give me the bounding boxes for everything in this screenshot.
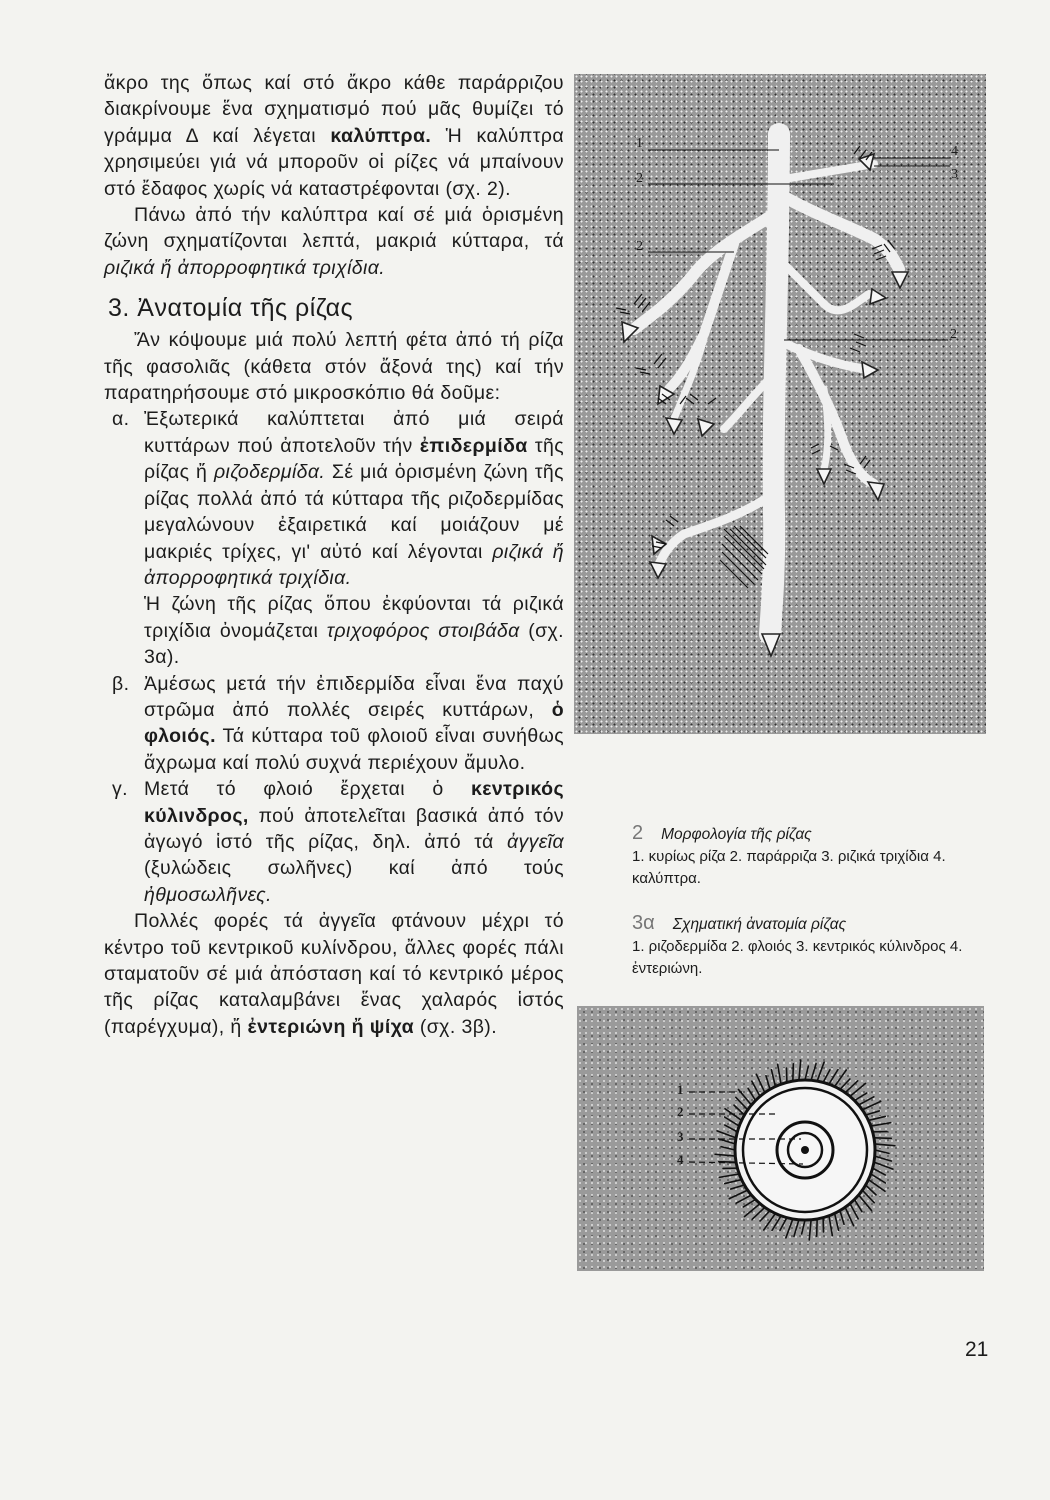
lateral-root-shape	[659, 494, 773, 564]
root-hair	[862, 1101, 880, 1109]
center-dot	[801, 1146, 809, 1154]
caption-text: 1. ριζοδερμίδα 2. φλοιός 3. κεντρικός κύλινδρος 4. ἐντεριώνη.	[632, 938, 963, 977]
text-span: Ἀμέσως μετά τήν ἐπιδερμίδα εἶναι ἕνα παχύ στρῶμα ἀπό πολλές σειρές κυττάρων,	[144, 672, 564, 721]
term-vessels: ἀγγεῖα	[506, 830, 564, 853]
main-text-column	[104, 70, 564, 1040]
section-heading: 3. Ἀνατομία τῆς ρίζας	[108, 294, 354, 323]
figure-label: 1	[677, 1082, 684, 1097]
text-span: (σχ. 3α).	[144, 619, 565, 669]
root-hair	[748, 1088, 755, 1100]
caption-text: 1. κυρίως ρίζα 2. παράρριζα 3. ριζικά τριχίδια 4. καλύπτρα.	[632, 848, 946, 887]
root-hair	[772, 1216, 781, 1231]
root-hair	[868, 1116, 885, 1120]
figure-root-cross-section	[577, 1006, 984, 1271]
list-label: β.	[112, 672, 130, 695]
root-hair	[866, 1111, 880, 1115]
list-label: α.	[112, 408, 130, 431]
root-hair	[811, 1064, 816, 1081]
root-hair	[778, 1064, 781, 1084]
term-central-cylinder: κεντρικός κύλινδρος,	[144, 778, 564, 827]
root-hair	[719, 1174, 739, 1177]
list-text	[144, 776, 564, 908]
root-hair	[766, 1076, 770, 1090]
root-hair	[725, 1117, 740, 1126]
root-cap-marker	[892, 272, 908, 288]
list-item-b	[104, 671, 564, 777]
root-cap-marker	[862, 362, 878, 378]
text-span: Πάνω ἀπό τήν καλύπτρα καί σέ μιά ὁρισμένη ζώνη σχηματίζονται λεπτά, μακριά κύτταρα, τά	[104, 204, 564, 253]
root-hair	[835, 1213, 839, 1230]
paragraph-hair-zone	[104, 591, 564, 670]
hair-tuft	[686, 394, 716, 404]
root-hair	[715, 1154, 735, 1156]
root-hair	[802, 1220, 805, 1234]
cross-section-drawing	[577, 1006, 984, 1271]
root-hair	[871, 1123, 891, 1126]
figure-label: 2	[677, 1104, 684, 1119]
root-hair	[845, 1207, 853, 1225]
root-cap-marker	[762, 634, 780, 656]
root-hair	[840, 1211, 844, 1225]
term-epidermis: ἐπιδερμίδα	[419, 434, 528, 457]
text-span: Τά κύτταρα τοῦ φλοιοῦ εἶναι συνήθως ἄχρωμα καί πολύ συχνά περιέχουν ἄμυλο.	[144, 725, 564, 774]
caption-number: 3α	[632, 912, 655, 934]
root-hair	[736, 1195, 751, 1203]
root-hair	[840, 1079, 850, 1089]
text-span: (σχ. 3β).	[414, 1015, 498, 1038]
page-number: 21	[965, 1338, 989, 1361]
caption-header	[632, 822, 972, 846]
root-cap-marker	[870, 289, 886, 304]
list-text	[144, 671, 564, 777]
root-hair	[854, 1093, 866, 1100]
root-hair	[873, 1168, 886, 1175]
text-span: Σέ μιά ὁρισμένη ζώνη τῆς ρίζας πολλά ἀπό τά κύτταρα τῆς ριζοδερμίδας μεγαλώνουν ἐξαιρετικά καί μοιάζουν μέ μακριές τρίχες, γι' αὐτό καί λέγονται	[144, 461, 564, 563]
caption-figure-2	[632, 822, 972, 890]
root-hair	[829, 1070, 838, 1085]
figure-label: 1	[636, 136, 643, 151]
root-hair	[874, 1162, 893, 1169]
text-span: (ξυλώδεις σωλῆνες) καί ἀπό τούς	[144, 857, 564, 880]
root-cap-marker	[868, 482, 884, 500]
root-hair	[866, 1185, 876, 1195]
root-hair	[875, 1144, 895, 1146]
text-span: Πολλές φορές τά ἀγγεῖα φτάνουν μέχρι τό κέντρο τοῦ κεντρικοῦ κυλίνδρου, ἄλλες φορές πάλι σταματοῦν σέ μιά ἀπόσταση καί τό κεντρικό μέρος τῆς ρίζας καταλαμβάνει ἕνας χαλαρός ἱστός (παρέγχυμα), ἤ	[104, 910, 564, 1038]
root-cap-marker	[666, 418, 682, 434]
list-text	[144, 406, 564, 591]
term-rhizodermis: ριζοδερμίδα.	[213, 461, 326, 484]
term-root-hairs: ριζικά ἤ ἀπορροφητικά τριχίδια.	[104, 256, 386, 279]
text-span: Ἐξωτερικά καλύπτεται ἀπό μιά σειρά κυττάρων πού ἀποτελοῦν τήν	[144, 408, 564, 457]
root-hair	[799, 1060, 801, 1080]
hair-tuft	[616, 294, 650, 314]
root-hair	[829, 1216, 832, 1236]
root-hair	[719, 1139, 736, 1144]
text-span: Ἡ ζώνη τῆς ρίζας ὅπου ἐκφύονται τά ριζικά τριχίδια ὀνομάζεται	[144, 593, 564, 642]
root-hair	[725, 1125, 738, 1132]
hair-zone-hatching	[720, 526, 768, 588]
root-hair	[823, 1070, 830, 1083]
text-span: ἄκρο της ὅπως καί στό ἄκρο κάθε παράρριζου διακρίνουμε ἕνα σχηματισμό πού μᾶς θυμίζει τό γράμμα Δ καί λέγεται	[104, 72, 564, 147]
figure-label: 4	[951, 144, 958, 159]
caption-number: 2	[632, 822, 644, 844]
root-hair	[850, 1204, 858, 1219]
root-hair	[794, 1220, 799, 1237]
root-hair	[752, 1081, 760, 1096]
root-hair	[786, 1219, 793, 1238]
list-item-c	[104, 776, 564, 908]
root-hair	[875, 1156, 892, 1161]
paragraph-intro: Ἄν κόψουμε μιά πολύ λεπτή φέτα ἀπό τή ρίζα τῆς φασολιᾶς (κάθετα στόν ἄξονά της) καί τήν παρατηρήσουμε στό μικροσκόπιο θά δοῦμε:	[104, 329, 564, 405]
root-cap-marker	[698, 419, 714, 436]
root-hair	[729, 1190, 747, 1198]
figure-root-morphology	[574, 74, 986, 734]
term-absorbing-hairs: ριζικά ἤ ἀπορροφητικά τριχίδια.	[144, 540, 564, 589]
caption-header	[632, 912, 972, 936]
paragraph-root-hairs	[104, 202, 564, 281]
root-hair	[817, 1062, 824, 1081]
term-cortex: ὁ φλοιός.	[144, 698, 564, 748]
root-cap-marker	[650, 562, 666, 578]
term-piliferous-layer: τριχοφόρος στοιβάδα	[326, 619, 520, 642]
root-hair	[809, 1220, 811, 1240]
text-span: πού ἀποτελεῖται βασικά ἀπό τόν ἀγωγό ἱστό τῆς ρίζας, δηλ. ἀπό τά	[144, 804, 564, 853]
text-span: τῆς ρίζας ἤ	[144, 434, 564, 484]
figure-label: 2	[636, 239, 643, 254]
figure-label: 3	[951, 167, 958, 182]
root-hair	[805, 1066, 808, 1080]
root-hair	[854, 1199, 861, 1211]
lateral-root-shape	[824, 389, 828, 469]
root-hair	[760, 1211, 770, 1221]
paragraph-pith	[104, 908, 564, 1040]
list-item-a	[104, 406, 564, 591]
figure-label: 2	[950, 327, 957, 342]
caption-title: Μορφολογία τῆς ρίζας	[661, 826, 812, 843]
figure-label: 4	[677, 1152, 684, 1167]
figure-label: 2	[636, 171, 643, 186]
root-hair	[717, 1131, 736, 1138]
list-label: γ.	[112, 778, 128, 801]
root-hair	[780, 1218, 787, 1231]
term-pith: ἐντεριώνη ἤ ψίχα	[247, 1015, 415, 1038]
root-hair	[721, 1147, 735, 1150]
figure-label: 3	[677, 1129, 684, 1144]
lateral-root-shape	[634, 214, 774, 329]
hair-tuft	[636, 354, 666, 374]
hair-tuft	[850, 334, 866, 352]
lateral-root-shape	[777, 339, 864, 369]
root-hair	[771, 1070, 775, 1087]
paragraph-root-cap	[104, 70, 564, 202]
root-hair	[756, 1074, 764, 1092]
lateral-root-shape	[784, 164, 874, 179]
root-cap-marker	[817, 469, 831, 484]
root-hair	[743, 1199, 755, 1206]
root-hair	[731, 1185, 745, 1189]
caption-title: Σχηματική ἀνατομία ρίζας	[672, 916, 847, 933]
term-sieve-tubes: ἠθμοσωλῆνες.	[144, 883, 272, 906]
root-hair	[871, 1174, 886, 1183]
text-span: Μετά τό φλοιό ἔρχεται ὁ	[144, 778, 471, 801]
root-hair	[875, 1150, 889, 1153]
root-hair	[725, 1180, 742, 1184]
term-calyptra: καλύπτρα.	[330, 124, 432, 147]
text-span: Ἡ καλύπτρα χρησιμεύει γιά νά μποροῦν οἱ ρίζες νά μπαίνουν στό ἔδαφος χωρίς νά καταστρέφονται (σχ. 2).	[104, 124, 564, 200]
caption-figure-3a	[632, 912, 972, 980]
root-hair	[859, 1097, 874, 1105]
